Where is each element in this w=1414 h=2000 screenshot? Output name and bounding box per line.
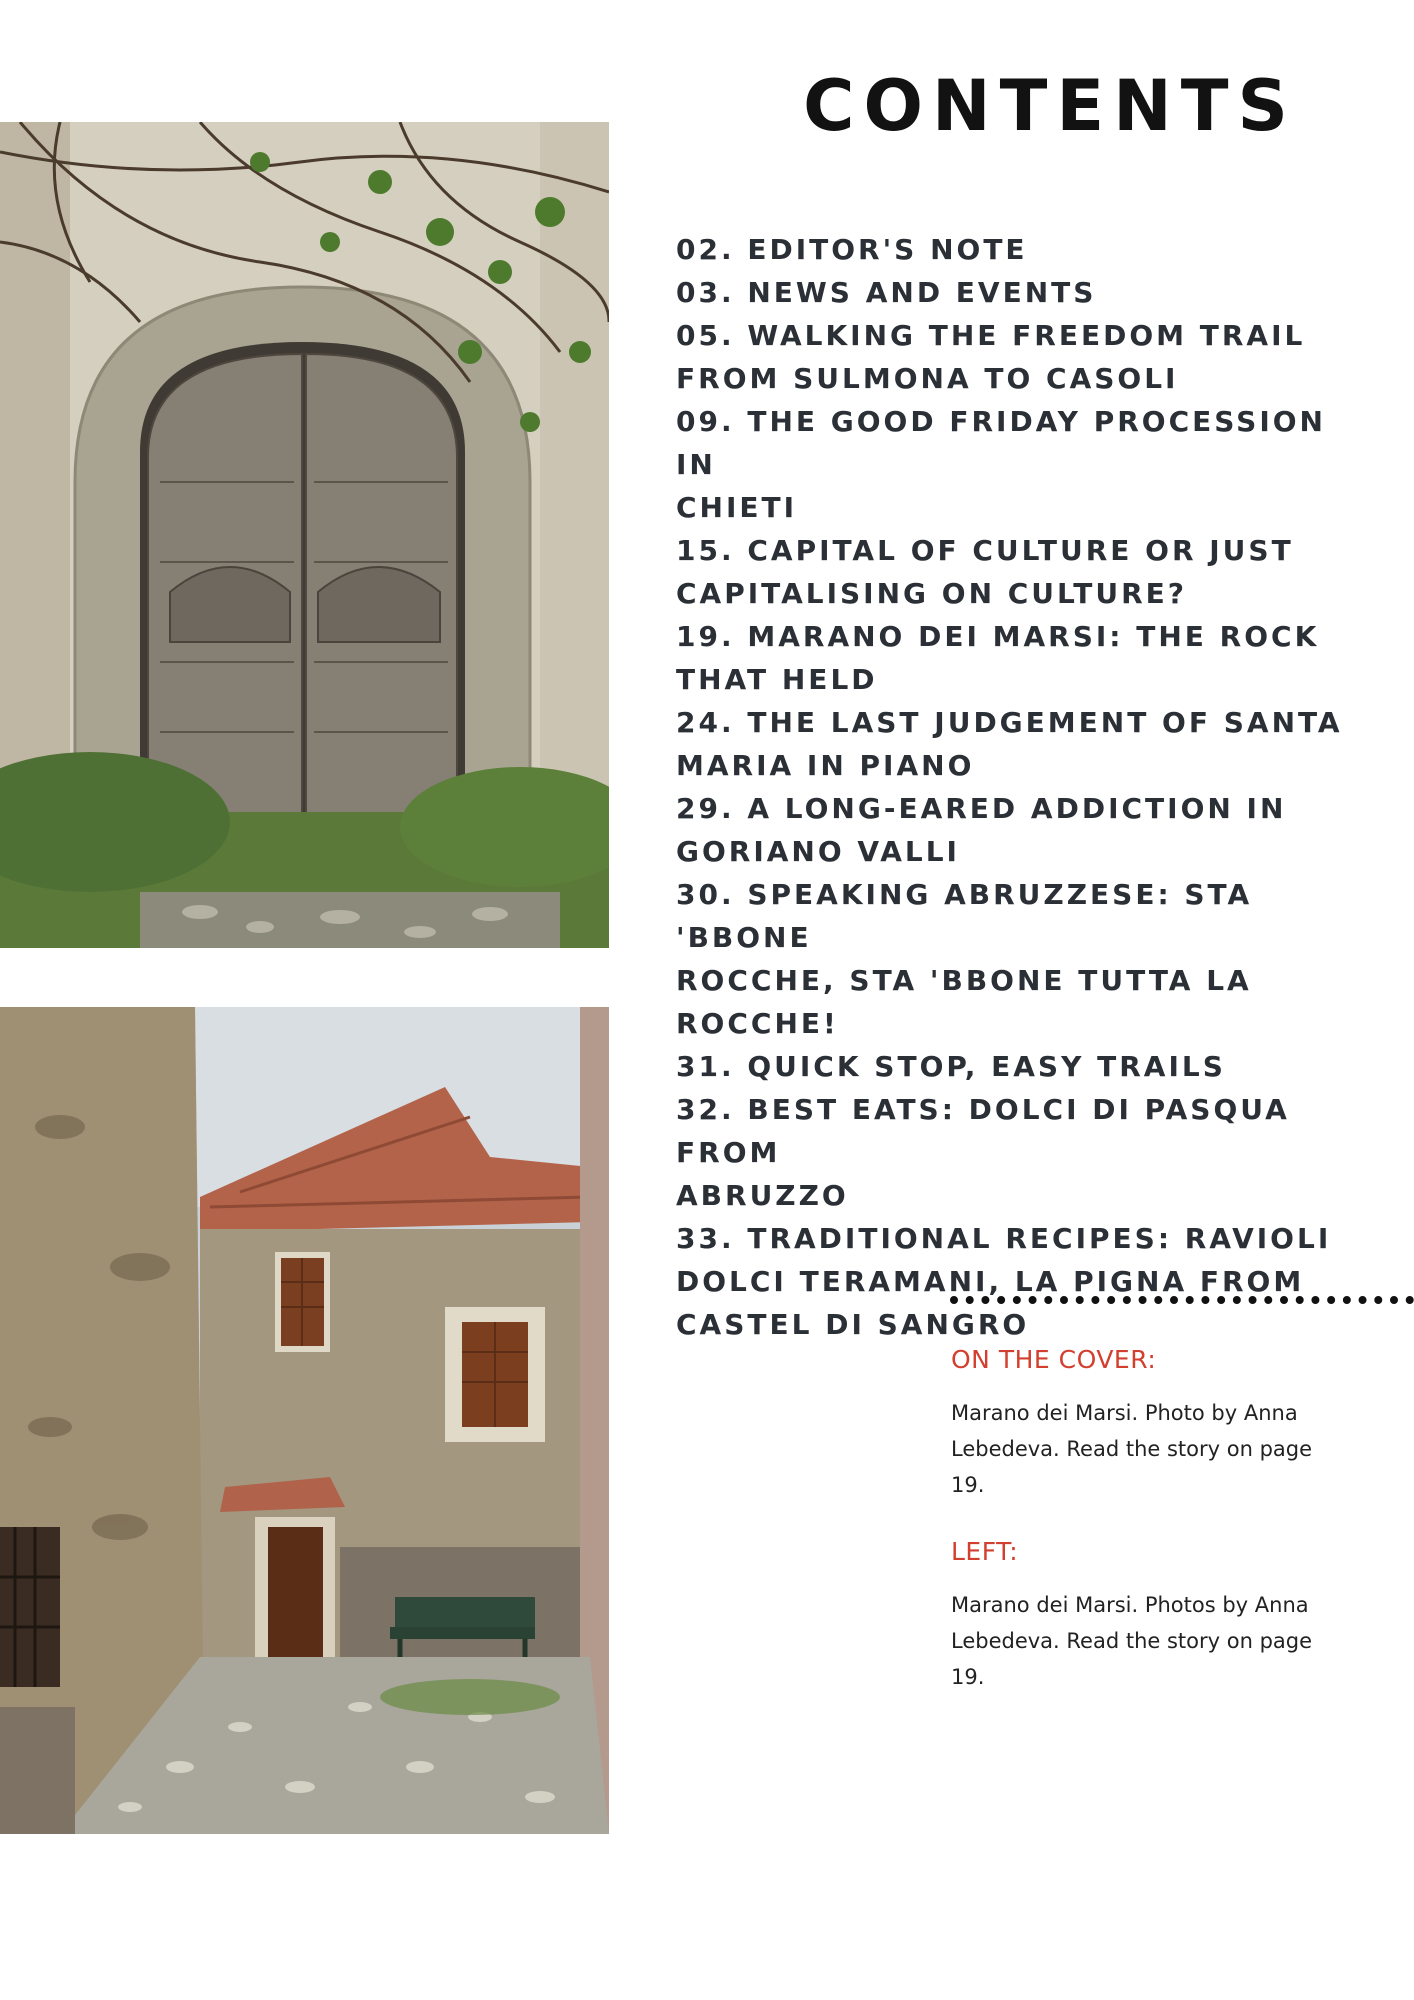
photo-stone-alley	[0, 1007, 609, 1834]
photo-arched-door	[0, 122, 609, 948]
toc-item[interactable]: 29. A LONG-EARED ADDICTION IN GORIANO VALLI	[676, 792, 1287, 868]
toc-item[interactable]: 31. QUICK STOP, EASY TRAILS	[676, 1050, 1226, 1083]
toc-item[interactable]: 09. THE GOOD FRIDAY PROCESSION IN CHIETI	[676, 405, 1326, 524]
toc-item[interactable]: 30. SPEAKING ABRUZZESE: STA 'BBONE ROCCHE, STA 'BBONE TUTTA LA ROCCHE!	[676, 878, 1253, 1040]
cover-caption	[951, 1344, 1331, 1503]
toc-item[interactable]: 24. THE LAST JUDGEMENT OF SANTA MARIA IN PIANO	[676, 706, 1343, 782]
toc-item[interactable]: 32. BEST EATS: DOLCI DI PASQUA FROM ABRUZZO	[676, 1093, 1290, 1212]
table-of-contents	[676, 228, 1376, 1346]
left-caption	[951, 1536, 1331, 1695]
contents-heading: CONTENTS	[803, 65, 1297, 147]
cover-caption-text: Marano dei Marsi. Photo by Anna Lebedeva. Read the story on page 19.	[951, 1400, 1313, 1497]
toc-item[interactable]: 05. WALKING THE FREEDOM TRAIL FROM SULMONA TO CASOLI	[676, 319, 1306, 395]
cover-caption-heading: ON THE COVER:	[951, 1345, 1157, 1374]
toc-item[interactable]: 33. TRADITIONAL RECIPES: RAVIOLI DOLCI TERAMANI, LA PIGNA FROM CASTEL DI SANGRO	[676, 1222, 1332, 1341]
left-caption-text: Marano dei Marsi. Photos by Anna Lebedeva. Read the story on page 19.	[951, 1592, 1313, 1689]
toc-item[interactable]: 03. NEWS AND EVENTS	[676, 276, 1097, 309]
toc-item[interactable]: 19. MARANO DEI MARSI: THE ROCK THAT HELD	[676, 620, 1320, 696]
toc-item[interactable]: 02. EDITOR'S NOTE	[676, 233, 1028, 266]
dotted-divider	[950, 1296, 1414, 1304]
toc-item[interactable]: 15. CAPITAL OF CULTURE OR JUST CAPITALISING ON CULTURE?	[676, 534, 1294, 610]
left-caption-heading: LEFT:	[951, 1537, 1019, 1566]
